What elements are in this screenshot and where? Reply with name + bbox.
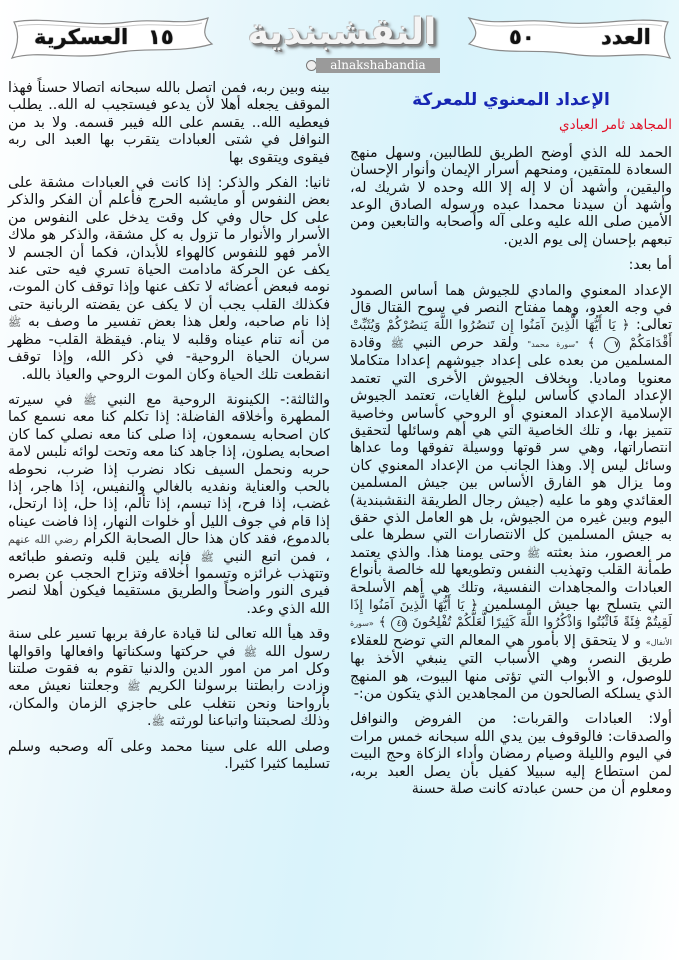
paragraph-text: وصلى الله على سينا محمد وعلى آله وصحبه وسلم تسليما كثيرا كثيرا.	[8, 738, 330, 773]
article-author: المجاهد ثامر العبادي	[559, 117, 672, 134]
paragraph-text: في سيرته المطهرة وأخلاقه الفاضلة: إذا تكلم كنا معه نسمع كما كان اصحابه يسمعون، إذا صلى كنا معه نصلي كما كان اصحابه يصلون، إذا جاهد كنا معه وتحت لوائه نلبس لامة حربه ونحمل السيف نكاد نضرب إذا ضرب، نحوطه بالحب والعناية ونفديه بالغالي والنفيس، إذا هاجر، إذا غضب، إذا فرح، إذا تبسم، إذا تألم، إذا حل، إذا ارتحل، إذا قام في جوف الليل أو خلوات النهار، إذا فاضت عيناه بالدموع، فقد كان هذا حال الصحابة الكرام	[8, 391, 330, 548]
quran-close-bracket: ﴾	[378, 615, 387, 631]
logo-latin: alnakshabandia	[316, 58, 440, 73]
paragraph-text: .	[146, 713, 152, 730]
paragraph-text: الحمد لله الذي أوضح الطريق للطالبين، وسهل منهج السعادة للمتقين، ومنحهم أسرار الإيمان وأنوار الإحسان واليقين، وأشهد أن لا إله إلا الله وحده لا شريك له، وأشهد أن سيدنا محمدا عبده ورسوله الصادق الوعد الأمين صلى الله عليه وعلى آله وأصحابه والتابعين ومن تبعهم بإحسان إلى يوم الدين.	[350, 144, 672, 248]
sura-reference: «سورة الأنفال»	[350, 619, 673, 647]
pbuh-glyph: ﷺ	[127, 680, 141, 694]
paragraph-amma-baad	[350, 257, 672, 274]
issue-banner	[461, 14, 674, 64]
paragraph-text: ولقد حرص النبي	[412, 334, 519, 351]
ayah-number: ٤٥	[391, 616, 407, 632]
paragraph-leadership	[8, 626, 330, 730]
section-banner	[8, 14, 218, 64]
paragraph-text: في حركتها وسكناتها وافعالها واقوالها وكل امر من امور الدين والدنيا تقوم به فقوت صلتنا وزادت رابطتنا برسولنا الكريم	[8, 643, 331, 695]
paragraph-text: وقادة المسلمين من بعده على إعداد جيوشهم إعدادا متكاملا معنويا وماديا. وبخلاف الجيوش الأخرى التي تعتمد الإعداد المادي كأساس لبلوغ الغايات، تعتمد الجيوش الإسلامية الإعداد المعنوي أو الروحي كأساس وخاصية تتميز بها، و تلك الخاصية التي هي أهم وسائلها لتحقيق انتصاراتها، وهي سر قوتها ووسيلة تفوقها وما عداها وسائل ليس إلا. وهذا الجانب من الإعداد المعنوي كان وما يزال هو الفارق الأساس بين جيش المسلمين العقائدي وهو ما عليه (جيش رجال الطريقة النقشبندية) اليوم وبين غيره من الجيوش، بل هو العامل الذي حقق به جيش المسلمين كل الانتصارات التي سطرها على مر العصور، منذ بعثته	[350, 334, 672, 561]
paragraph-text: ، فمن اتبع النبي	[223, 548, 331, 565]
logo-arabic: النقشبندية	[247, 12, 437, 53]
sura-reference: "سورة محمد"	[527, 339, 579, 349]
paragraph-continuation	[8, 80, 330, 167]
quran-close-bracket: ﴾	[587, 335, 596, 351]
article-column-right	[350, 80, 672, 806]
paragraph-text: أولا: العبادات والقربات: من الفروض والنوافل والصدقات: فالوقوف بين يدي الله سبحانه خمس مرات في اليوم والليلة وصيام رمضان وأداء الزكاة وحج البيت لمن استطاع إليه سبيلا كفيل بأن يصل العبد بربه، ومعلوم أن من حسن عبادته كانت صلة حسنة	[350, 711, 672, 798]
section-label: العسكرية	[34, 25, 129, 49]
paragraph-text: فإنه يلين قلبه وتصفو طبائعه وتتهذب غرائزه وتسموا أخلاقه وتزاح الحجب عن بصره فيرى النور واضحاً والطريق مستقيما فيكون أهلا لنصر الله الذي وعد.	[8, 548, 330, 617]
magazine-logo	[244, 8, 440, 74]
paragraph-text: و لا يتحقق إلا بأمور هي المعالم التي توضح للعقلاء طريق النصر، وهي الأسباب التي ينبغي الأخذ بها للوصول، و الأبواب التي تؤتى منها البيوت، هو المنهج الذي يسلكه الصالحون من المجاهدين الذي يتكون من:-	[350, 632, 672, 702]
paragraph-first-point	[350, 711, 672, 798]
paragraph-second-point	[8, 175, 330, 384]
pbuh-glyph: ﷺ	[390, 336, 404, 350]
paragraph-text: أما بعد:	[628, 257, 672, 274]
quran-verse: ﴿ يَا أَيُّهَا الَّذِينَ آمَنُوا إِذَا لَقِيتُمْ فِئَةً فَاثْبُتُوا وَاذْكُرُوا اللَّهَ كَثِيرًا لَّعَلَّكُمْ تُفْلِحُونَ	[350, 597, 673, 631]
pbuh-glyph: ﷺ	[526, 546, 541, 560]
quran-verse: ﴿ يَا أَيُّهَا الَّذِينَ آمَنُوا إِن تَنصُرُوا اللَّهَ يَنصُرْكُمْ وَيُثَبِّتْ أَقْدَامَكُمْ	[350, 318, 673, 351]
radi-allah-glyph: رضي الله عنهم	[8, 533, 79, 547]
page-header	[0, 0, 679, 76]
paragraph-text: وحتى يومنا هذا. والذي يعتمد طمأنة القلب وتهذيب النفس وتطويعها لله خالصة بأنواع العبادات والمجاهدات النفسية، وتلك هي أهم الأسلحة التي يتسلح بها جيش المسلمين	[350, 544, 672, 613]
paragraph-third-point	[8, 392, 330, 618]
paragraph-text: الإعداد المعنوي والمادي للجيوش هما أساس الصمود في وجه العدو، وهما مفتاح النصر في سوح القتال قال تعالى:	[350, 282, 673, 334]
pbuh-glyph: ﷺ	[200, 550, 214, 564]
paragraph-main	[350, 283, 672, 704]
issue-label: العدد	[601, 25, 651, 49]
article-column-left	[8, 80, 330, 781]
pbuh-glyph: ﷺ	[243, 645, 257, 659]
paragraph-intro	[350, 145, 672, 249]
issue-number: ٥٠	[509, 25, 535, 49]
pbuh-glyph: ﷺ	[151, 715, 165, 729]
paragraph-text: والثالثة:- الكينونة الروحية مع النبي	[107, 391, 331, 408]
paragraph-text: بينه وبين ربه، فمن اتصل بالله سبحانه اتصالا حسناً فهذا الموقف يجعله أهلا لأن يدعو فيستجيب له الله.. يطلب فيعطيه الله.. يقسم على الله فيبر قسمه. ولا بد من النوافل في شتى العبادات يتقرب بها العبد الى ربه فيقوى ويتقوى بها	[8, 80, 330, 166]
paragraph-text: وقد هيأ الله تعالى لنا قيادة عارفة بربها تسير على سنة رسول الله	[8, 626, 331, 660]
page-number: ١٥	[148, 25, 174, 49]
paragraph-text: ثانيا: الفكر والذكر: إذا كانت في العبادات مشقة على بعض النفوس أو مايشبه الحرج فأعلم أن الفكر والذكر على كل حال وفي كل وقت يدخل على النفوس من الأسرار والأنوار ما تزول به كل مشقة، والذكر هو ملاك الأمر فهو للنفوس كالهواء للأبدان، فكما أن الجسم لا يكف عن الحركة مادامت الحياة تسري فيه حتى عند نومه فبعض أعضائه لا تكف عنها وإذا توقف كان الموت، فكذلك القلب يجب أن لا يكف عن يقضته الربانية حتى إذا نام صاحبه، ولعل هذا بعض تفسير ما وصف به	[8, 175, 330, 331]
article-title: الإعداد المعنوي للمعركة	[412, 90, 610, 110]
paragraph-closing	[8, 739, 330, 774]
paragraph-text: وجعلتنا نعيش معه بأرواحنا ونحن نتغلب على حاجزي الزمان والمكان، وذلك لصحبتنا واتباعنا لورثته	[8, 678, 330, 730]
paragraph-text: من أنه تنام عيناه وقلبه لا ينام. فيقظة القلب- مظهر سريان الحياة الروحية- في ذكر الله، وإذا توقف انقطعت تلك الحياة وكان الموت الروحي والعياذ بالله.	[8, 331, 330, 383]
ayah-number: ٧	[604, 337, 620, 353]
pbuh-glyph: ﷺ	[8, 316, 22, 330]
pbuh-glyph: ﷺ	[83, 393, 97, 407]
